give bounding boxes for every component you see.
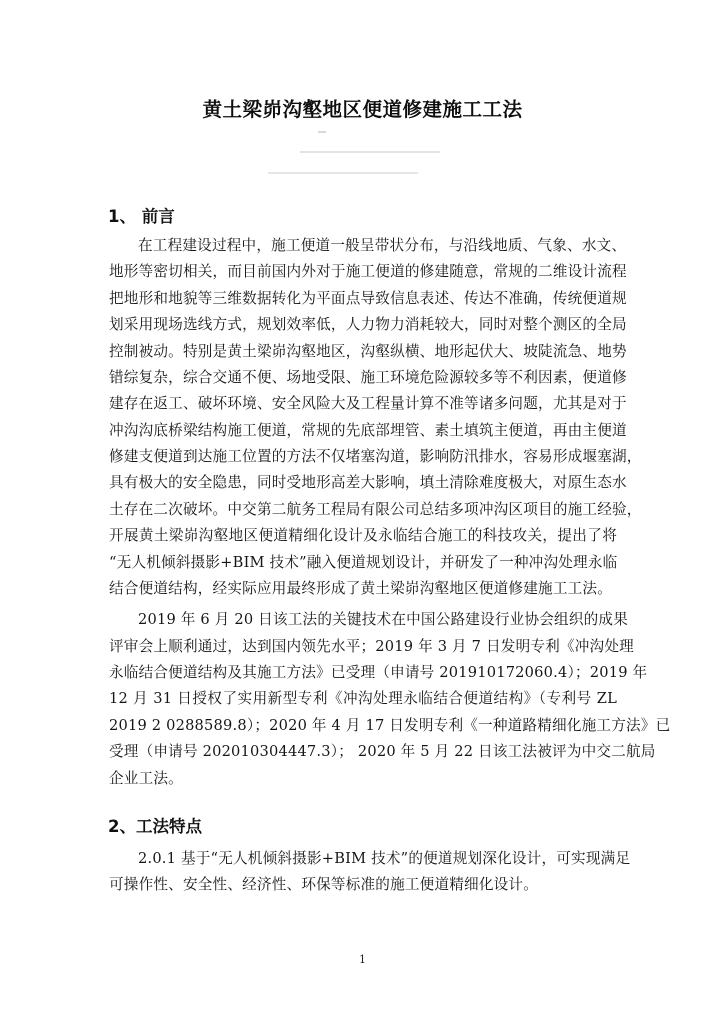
page-number: 1 [359,953,366,966]
section-heading-features: 2、工法特点 [108,817,202,836]
paragraph-line: 修建支便道到达施工位置的方法不仅堵塞沟道，影响防汛排水，容易形成堰塞湖， [109,448,642,465]
paragraph-line: 永临结合便道结构及其施工方法》已受理（申请号 201910172060.4）；2019 年 [109,664,648,681]
paragraph-line: 错综复杂，综合交通不便、场地受限、施工环境危险源较多等不利因素，便道修 [109,369,627,386]
paragraph-line: 结合便道结构，经实际应用最终形成了黄土梁峁沟壑地区便道修建施工工法。 [109,580,612,597]
paragraph-line: 划采用现场选线方式，规划效率低，人力物力消耗较大，同时对整个测区的全局 [109,316,627,333]
paragraph-line: 开展黄土梁峁沟壑地区便道精细化设计及永临结合施工的科技攻关，提出了将 [109,527,617,544]
paragraph-line: “无人机倾斜摄影+BIM 技术”融入便道规划设计，并研发了一种冲沟处理永临 [109,554,618,571]
document-title: 黄土梁峁沟壑地区便道修建施工工法 [202,98,523,121]
paragraph-line: 土存在二次破坏。中交第二航务工程局有限公司总结多项冲沟区项目的施工经验， [109,501,642,518]
scan-artifact-line [300,151,440,153]
paragraph-line: 把地形和地貌等三维数据转化为平面点导致信息表述、传达不准确，传统便道规 [109,290,627,307]
paragraph-line: 2.0.1 基于“无人机倾斜摄影+BIM 技术”的便道规划深化设计，可实现满足 [138,850,631,867]
paragraph-line: 地形等密切相关，而目前国内外对于施工便道的修建随意，常规的二维设计流程 [109,263,627,280]
section-heading-preface: 1、 前言 [108,207,175,226]
paragraph-line: 企业工法。 [109,770,183,787]
scan-artifact-line [268,172,418,174]
paragraph-line: 控制被动。特别是黄土梁峁沟壑地区，沟壑纵横、地形起伏大、坡陡流急、地势 [109,343,627,360]
paragraph-line: 建存在返工、破坏环境、安全风险大及工程量计算不准等诸多问题，尤其是对于 [109,395,627,412]
paragraph-line: 2019 2 0288589.8）；2020 年 4 月 17 日发明专利《一种道路精细化施工方法》已 [109,717,671,734]
paragraph-line: 评审会上顺利通过，达到国内领先水平；2019 年 3 月 7 日发明专利《冲沟处理 [109,638,634,655]
paragraph-line: 在工程建设过程中，施工便道一般呈带状分布，与沿线地质、气象、水文、 [138,237,627,254]
paragraph-line: 具有极大的安全隐患，同时受地形高差大影响，填土清除难度极大，对原生态水 [109,474,627,491]
paragraph-line: 冲沟沟底桥梁结构施工便道，常规的先底部埋管、素土填筑主便道，再由主便道 [109,422,627,439]
paragraph-line: 受理（申请号 202010304447.3）； 2020 年 5 月 22 日该工法被评为中交二航局 [109,743,656,760]
paragraph-line: 可操作性、安全性、经济性、环保等标准的施工便道精细化设计。 [109,876,539,893]
paragraph-line: 12 月 31 日授权了实用新型专利《冲沟处理永临结合便道结构》（专利号 ZL [109,690,617,707]
scan-artifact-line [318,131,326,133]
paragraph-line: 2019 年 6 月 20 日该工法的关键技术在中国公路建设行业协会组织的成果 [138,611,629,628]
